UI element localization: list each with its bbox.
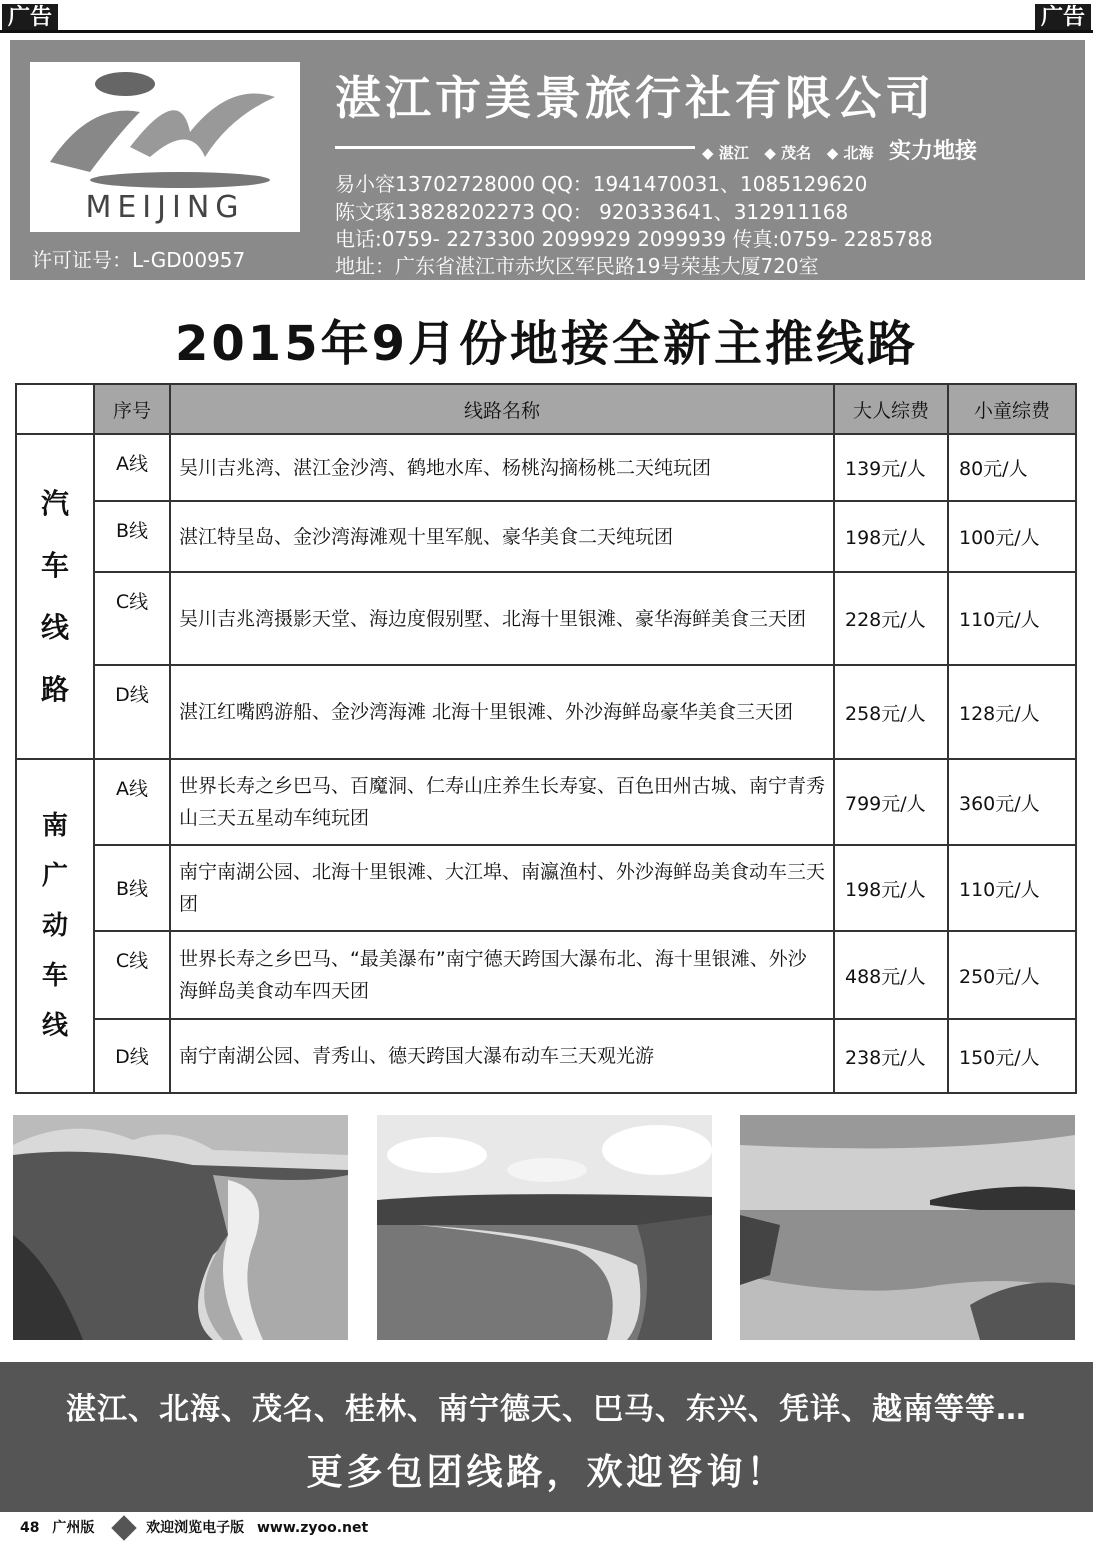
- route-name: 湛江红嘴鸥游船、金沙湾海滩 北海十里银滩、外沙海鲜岛豪华美食三天团: [170, 665, 834, 759]
- adult-fee: 198元/人: [834, 845, 948, 931]
- table-header-row: [16, 384, 1076, 434]
- adult-fee: 799元/人: [834, 759, 948, 845]
- logo-swoosh-icon: [30, 62, 300, 192]
- bay-photo: [377, 1115, 712, 1340]
- service-regions: [702, 134, 977, 165]
- ad-tag-left: 广告: [2, 4, 58, 32]
- logo-text: MEIJING: [85, 190, 245, 225]
- header-blank: [16, 384, 94, 434]
- route-name: 南宁南湖公园、青秀山、德天跨国大瀑布动车三天观光游: [170, 1019, 834, 1093]
- child-fee: 150元/人: [948, 1019, 1076, 1093]
- page-footer: [20, 1517, 376, 1537]
- route-code: C线: [94, 572, 170, 665]
- table-row: [16, 501, 1076, 572]
- destinations-banner: [0, 1362, 1093, 1512]
- category-bus-routes: [16, 434, 94, 759]
- region-beihai: ◆ 北海: [826, 144, 874, 162]
- table-row: [16, 434, 1076, 501]
- footer-slogan: 欢迎浏览电子版: [146, 1520, 245, 1536]
- adult-fee: 139元/人: [834, 434, 948, 501]
- beach-photo: [13, 1115, 348, 1340]
- header-rule: [335, 146, 695, 149]
- route-name: 吴川吉兆湾、湛江金沙湾、鹤地水库、杨桃沟摘杨桃二天纯玩团: [170, 434, 834, 501]
- route-name: 湛江特呈岛、金沙湾海滩观十里军舰、豪华美食二天纯玩团: [170, 501, 834, 572]
- table-row: [16, 845, 1076, 931]
- route-name: 世界长寿之乡巴马、百魔洞、仁寿山庄养生长寿宴、百色田州古城、南宁青秀山三天五星动车纯玩团: [170, 759, 834, 845]
- adult-fee: 228元/人: [834, 572, 948, 665]
- route-code: A线: [94, 434, 170, 501]
- region-zhanjiang: ◆ 湛江: [702, 144, 749, 162]
- route-code: D线: [94, 1019, 170, 1093]
- table-row: [16, 931, 1076, 1019]
- adult-fee: 238元/人: [834, 1019, 948, 1093]
- routes-table: [15, 383, 1077, 1094]
- company-logo: [30, 62, 300, 232]
- harbor-photo: [740, 1115, 1075, 1340]
- header-seq: 序号: [94, 384, 170, 434]
- child-fee: 110元/人: [948, 572, 1076, 665]
- top-divider: [0, 30, 1093, 33]
- page-title: 2015年9月份地接全新主推线路: [175, 316, 918, 372]
- address-line: 地址：广东省湛江市赤坎区军民路19号荣基大厦720室: [335, 254, 819, 278]
- route-code: B线: [94, 845, 170, 931]
- route-code: A线: [94, 759, 170, 845]
- destinations-list: 湛江、北海、茂名、桂林、南宁德天、巴马、东兴、凭详、越南等等…: [66, 1392, 1027, 1427]
- child-fee: 250元/人: [948, 931, 1076, 1019]
- child-fee: 80元/人: [948, 434, 1076, 501]
- table-row: [16, 1019, 1076, 1093]
- region-maoming: ◆ 茂名: [764, 144, 812, 162]
- category-train-routes: [16, 759, 94, 1093]
- route-name: 南宁南湖公园、北海十里银滩、大江埠、南瀛渔村、外沙海鲜岛美食动车三天团: [170, 845, 834, 931]
- route-name: 吴川吉兆湾摄影天堂、海边度假别墅、北海十里银滩、豪华海鲜美食三天团: [170, 572, 834, 665]
- child-fee: 128元/人: [948, 665, 1076, 759]
- ad-tag-right: 广告: [1035, 4, 1091, 32]
- child-fee: 110元/人: [948, 845, 1076, 931]
- tagline: 实力地接: [889, 139, 978, 164]
- edition-label: 广州版: [52, 1520, 95, 1536]
- child-fee: 360元/人: [948, 759, 1076, 845]
- adult-fee: 488元/人: [834, 931, 948, 1019]
- table-row: [16, 665, 1076, 759]
- adult-fee: 258元/人: [834, 665, 948, 759]
- category-label: 南广动车线: [41, 811, 68, 1041]
- child-fee: 100元/人: [948, 501, 1076, 572]
- header-route-name: 线路名称: [170, 384, 834, 434]
- category-label: 汽车线路: [40, 486, 69, 706]
- inquiry-call-to-action: 更多包团线路，欢迎咨询！: [306, 1452, 787, 1493]
- license-number: 许可证号：L-GD00957: [32, 248, 246, 272]
- header-adult-fee: 大人综费: [834, 384, 948, 434]
- contact-line: 陈文琢13828202273 QQ： 920333641、312911168: [335, 200, 849, 224]
- publisher-logo-icon: [112, 1515, 137, 1540]
- table-row: [16, 759, 1076, 845]
- company-name: 湛江市美景旅行社有限公司: [335, 71, 935, 125]
- route-code: B线: [94, 501, 170, 572]
- contact-line: 易小容13702728000 QQ：1941470031、1085129620: [335, 172, 868, 196]
- route-code: C线: [94, 931, 170, 1019]
- company-header: [10, 40, 1085, 280]
- contact-line: 电话:0759- 2273300 2099929 2099939 传真:0759- 2285788: [335, 227, 933, 251]
- adult-fee: 198元/人: [834, 501, 948, 572]
- header-child-fee: 小童综费: [948, 384, 1076, 434]
- route-code: D线: [94, 665, 170, 759]
- table-row: [16, 572, 1076, 665]
- page-number: 48: [20, 1520, 40, 1536]
- website-link[interactable]: www.zyoo.net: [256, 1520, 369, 1536]
- route-name: 世界长寿之乡巴马、“最美瀑布”南宁德天跨国大瀑布北、海十里银滩、外沙海鲜岛美食动车四天团: [170, 931, 834, 1019]
- photo-strip: [0, 1115, 1093, 1340]
